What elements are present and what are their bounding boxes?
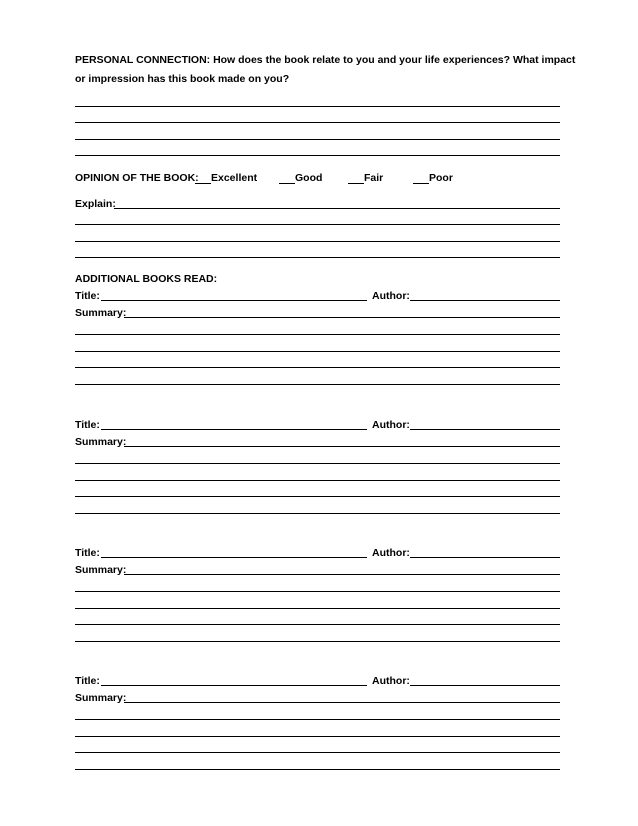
answer-line[interactable] <box>75 591 560 592</box>
personal-connection-prompt-line2: or impression has this book made on you? <box>75 73 290 85</box>
answer-line[interactable] <box>75 463 560 464</box>
answer-line[interactable] <box>75 719 560 720</box>
opinion-blank-excellent[interactable] <box>195 183 211 184</box>
answer-line[interactable] <box>75 496 560 497</box>
answer-line[interactable] <box>75 224 560 225</box>
title-label: Title: <box>75 675 100 687</box>
answer-line[interactable] <box>75 106 560 107</box>
author-line[interactable] <box>410 557 560 558</box>
author-line[interactable] <box>410 685 560 686</box>
answer-line[interactable] <box>75 241 560 242</box>
opinion-option-poor: Poor <box>429 172 453 184</box>
additional-books-heading: ADDITIONAL BOOKS READ: <box>75 273 218 285</box>
opinion-option-excellent: Excellent <box>211 172 258 184</box>
opinion-blank-fair[interactable] <box>348 183 364 184</box>
answer-line[interactable] <box>75 367 560 368</box>
opinion-blank-good[interactable] <box>279 183 295 184</box>
title-label: Title: <box>75 419 100 431</box>
answer-line[interactable] <box>75 139 560 140</box>
explain-line[interactable] <box>114 208 560 209</box>
answer-line[interactable] <box>75 480 560 481</box>
answer-line[interactable] <box>75 384 560 385</box>
answer-line[interactable] <box>75 351 560 352</box>
title-line[interactable] <box>101 557 367 558</box>
answer-line[interactable] <box>75 769 560 770</box>
author-label: Author: <box>372 290 410 302</box>
author-label: Author: <box>372 675 410 687</box>
author-line[interactable] <box>410 300 560 301</box>
summary-line[interactable] <box>124 574 560 575</box>
explain-label: Explain: <box>75 198 116 210</box>
summary-label: Summary: <box>75 436 127 448</box>
answer-line[interactable] <box>75 334 560 335</box>
summary-line[interactable] <box>124 317 560 318</box>
author-line[interactable] <box>410 429 560 430</box>
answer-line[interactable] <box>75 752 560 753</box>
title-label: Title: <box>75 290 100 302</box>
answer-line[interactable] <box>75 641 560 642</box>
answer-line[interactable] <box>75 513 560 514</box>
summary-label: Summary: <box>75 307 127 319</box>
opinion-label: OPINION OF THE BOOK: <box>75 172 199 184</box>
summary-label: Summary: <box>75 564 127 576</box>
summary-line[interactable] <box>124 446 560 447</box>
opinion-option-good: Good <box>295 172 323 184</box>
answer-line[interactable] <box>75 624 560 625</box>
title-line[interactable] <box>101 300 367 301</box>
summary-line[interactable] <box>124 702 560 703</box>
personal-connection-prompt-line1: PERSONAL CONNECTION: How does the book relate to you and your life experiences? What impact <box>75 54 576 66</box>
answer-line[interactable] <box>75 122 560 123</box>
answer-line[interactable] <box>75 608 560 609</box>
summary-label: Summary: <box>75 692 127 704</box>
answer-line[interactable] <box>75 257 560 258</box>
answer-line[interactable] <box>75 155 560 156</box>
opinion-blank-poor[interactable] <box>413 183 429 184</box>
title-line[interactable] <box>101 429 367 430</box>
answer-line[interactable] <box>75 736 560 737</box>
title-line[interactable] <box>101 685 367 686</box>
author-label: Author: <box>372 419 410 431</box>
author-label: Author: <box>372 547 410 559</box>
title-label: Title: <box>75 547 100 559</box>
opinion-option-fair: Fair <box>364 172 384 184</box>
